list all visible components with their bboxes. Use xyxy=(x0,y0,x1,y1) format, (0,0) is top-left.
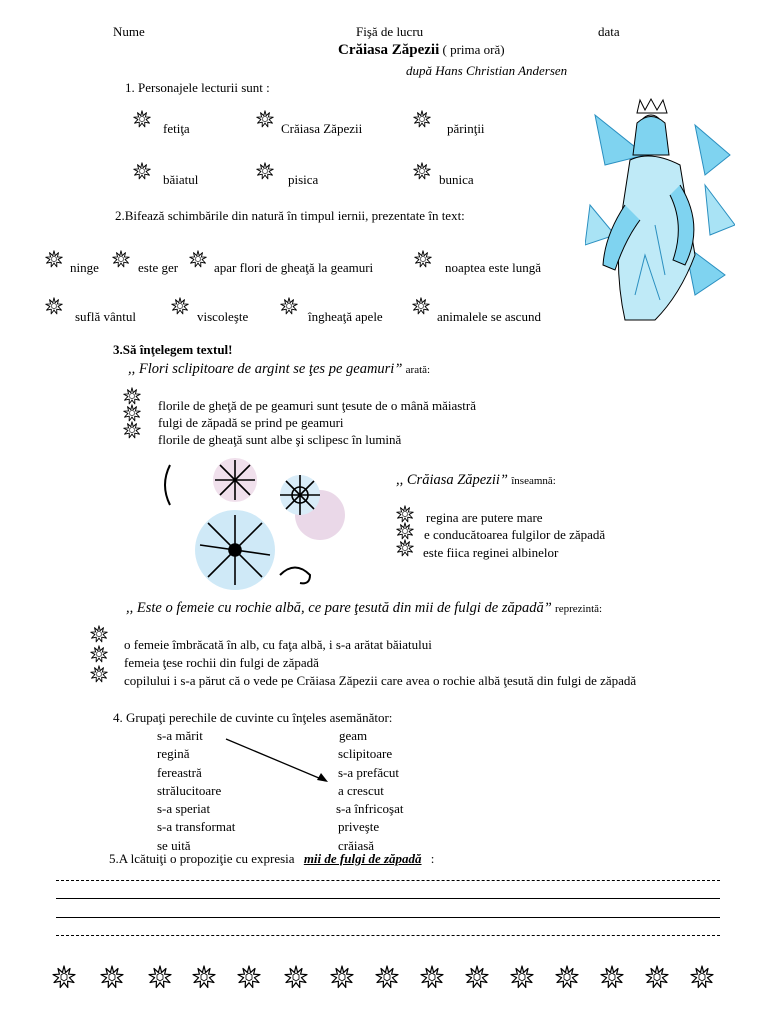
q2-option: noaptea este lungă xyxy=(445,260,542,275)
page-title-row xyxy=(338,42,505,59)
checkbox-star-icon[interactable] xyxy=(133,110,151,128)
q4-right-word: s-a prefăcut xyxy=(338,764,399,780)
q2-prompt: 2.Bifează schimbările din natură în timpul iernii, prezentate în text: xyxy=(115,208,465,223)
q4-left-word: fereastră xyxy=(157,764,202,780)
q4-left-word: s-a mărit xyxy=(157,728,203,743)
answer-line[interactable] xyxy=(56,917,720,918)
q4-example-arrow xyxy=(220,735,335,787)
decorative-star-icon xyxy=(555,965,579,989)
checkbox-star-icon[interactable] xyxy=(123,404,141,422)
q5-prompt: 5.A lcătuiţi o propoziţie cu expresia xyxy=(109,851,295,866)
q5-row xyxy=(109,851,434,867)
q4-prompt: 4. Grupaţi perechile de cuvinte cu înţeles asemănător: xyxy=(113,710,393,725)
date-label: data xyxy=(598,24,620,39)
checkbox-star-icon[interactable] xyxy=(45,297,63,315)
q4-left-word: s-a speriat xyxy=(157,801,211,817)
decorative-star-icon xyxy=(100,965,124,989)
decorative-star-icon xyxy=(690,965,714,989)
q3-quote3: ,, Este o femeie cu rochie albă, ce pare ţesută din mii de fulgi de zăpadă” xyxy=(126,600,552,616)
checkbox-star-icon[interactable] xyxy=(256,162,274,180)
q1-option: părinţii xyxy=(447,121,485,136)
checkbox-star-icon[interactable] xyxy=(45,250,63,268)
q3-quote3-option: femeia ţese rochii din fulgi de zăpadă xyxy=(124,655,319,670)
decorative-star-icon xyxy=(510,965,534,989)
decorative-star-icon xyxy=(52,965,76,989)
snow-queen-illustration xyxy=(585,95,735,325)
q3-quote2: ,, Crăiasa Zăpezii” xyxy=(396,472,508,488)
q2-option: viscoleşte xyxy=(197,309,249,324)
decorative-star-icon xyxy=(192,965,216,989)
snowflakes-illustration xyxy=(160,455,360,590)
q3-quote1-row xyxy=(128,361,430,378)
checkbox-star-icon[interactable] xyxy=(133,162,151,180)
checkbox-star-icon[interactable] xyxy=(123,421,141,439)
q4-right-word: geam xyxy=(339,728,368,743)
q1-option: fetiţa xyxy=(163,121,190,136)
star-border xyxy=(52,965,722,991)
name-label: Nume xyxy=(113,24,145,39)
checkbox-star-icon[interactable] xyxy=(189,250,207,268)
checkbox-star-icon[interactable] xyxy=(90,645,108,663)
q5-suffix: : xyxy=(430,851,435,866)
title-note: ( prima oră) xyxy=(442,42,505,57)
checkbox-star-icon[interactable] xyxy=(412,297,430,315)
q3-quote2-row xyxy=(396,472,556,489)
checkbox-star-icon[interactable] xyxy=(123,387,141,405)
q4-right-word: priveşte xyxy=(338,819,380,835)
decorative-star-icon xyxy=(600,965,624,989)
q3-quote1-suffix: arată: xyxy=(405,364,431,376)
q2-option: animalele se ascund xyxy=(437,309,541,324)
q2-option: este ger xyxy=(138,260,179,275)
q3-quote3-row xyxy=(126,600,602,617)
checkbox-star-icon[interactable] xyxy=(396,505,414,523)
page-title: Crăiasa Zăpezii xyxy=(338,42,440,58)
q5-expression: mii de fulgi de zăpadă xyxy=(303,851,422,866)
decorative-star-icon xyxy=(465,965,489,989)
q3-quote2-option: este fiica reginei albinelor xyxy=(423,545,559,560)
q1-option: Crăiasa Zăpezii xyxy=(281,121,363,136)
checkbox-star-icon[interactable] xyxy=(90,665,108,683)
q2-option: apar flori de gheaţă la geamuri xyxy=(214,260,374,275)
q4-left-word: strălucitoare xyxy=(157,782,222,798)
checkbox-star-icon[interactable] xyxy=(280,297,298,315)
q3-quote2-suffix: înseamnă: xyxy=(511,475,556,487)
q4-left-word: regină xyxy=(157,746,190,762)
checkbox-star-icon[interactable] xyxy=(90,625,108,643)
q4-right-word: s-a înfricoşat xyxy=(336,801,404,817)
q3-quote1-option: fulgi de zăpadă se prind pe geamuri xyxy=(158,415,344,430)
decorative-star-icon xyxy=(330,965,354,989)
checkbox-star-icon[interactable] xyxy=(413,110,431,128)
q3-quote2-option: e conducătoarea fulgilor de zăpadă xyxy=(424,527,606,542)
answer-line[interactable] xyxy=(56,935,720,936)
q2-option: îngheaţă apele xyxy=(308,309,383,324)
checkbox-star-icon[interactable] xyxy=(396,539,414,557)
decorative-star-icon xyxy=(375,965,399,989)
q3-quote3-option: o femeie îmbrăcată în alb, cu faţa albă, i s-a arătat băiatului xyxy=(124,637,432,652)
checkbox-star-icon[interactable] xyxy=(171,297,189,315)
checkbox-star-icon[interactable] xyxy=(414,250,432,268)
q4-left-word: s-a transformat xyxy=(157,819,236,835)
q1-option: bunica xyxy=(439,172,474,187)
q3-quote1-option: florile de gheţă de pe geamuri sunt ţesute de o mână măiastră xyxy=(158,398,477,413)
decorative-star-icon xyxy=(284,965,308,989)
author-line: după Hans Christian Andersen xyxy=(406,63,568,78)
q4-left-word: se uită xyxy=(157,837,191,853)
q1-option: băiatul xyxy=(163,172,199,187)
q3-quote3-suffix: reprezintă: xyxy=(555,603,603,615)
q3-quote1-option: florile de gheaţă sunt albe şi sclipesc în lumină xyxy=(158,432,402,447)
checkbox-star-icon[interactable] xyxy=(256,110,274,128)
q2-option: suflă vântul xyxy=(75,309,137,324)
q4-right-word: sclipitoare xyxy=(338,746,393,762)
checkbox-star-icon[interactable] xyxy=(396,522,414,540)
q4-right-column xyxy=(336,727,404,855)
q2-option: ninge xyxy=(70,260,99,275)
q3-quote2-option: regina are putere mare xyxy=(426,510,543,525)
answer-line[interactable] xyxy=(56,880,720,881)
decorative-star-icon xyxy=(645,965,669,989)
sheet-label: Fişă de lucru xyxy=(356,24,424,39)
checkbox-star-icon[interactable] xyxy=(112,250,130,268)
q4-right-word: crăiasă xyxy=(338,837,375,853)
decorative-star-icon xyxy=(237,965,261,989)
answer-line[interactable] xyxy=(56,898,720,899)
q1-option: pisica xyxy=(288,172,319,187)
q3-quote1: ,, Flori sclipitoare de argint se ţes pe geamuri” xyxy=(128,361,403,377)
decorative-star-icon xyxy=(148,965,172,989)
q1-prompt: 1. Personajele lecturii sunt : xyxy=(125,80,270,95)
q4-right-word: a crescut xyxy=(338,782,384,798)
decorative-star-icon xyxy=(420,965,444,989)
q3-quote3-option: copilului i s-a părut că o vede pe Crăiasa Zăpezii care avea o rochie albă ţesută din fulgi de zăpadă xyxy=(124,673,637,688)
checkbox-star-icon[interactable] xyxy=(413,162,431,180)
q3-heading: 3.Să înţelegem textul! xyxy=(113,342,233,357)
